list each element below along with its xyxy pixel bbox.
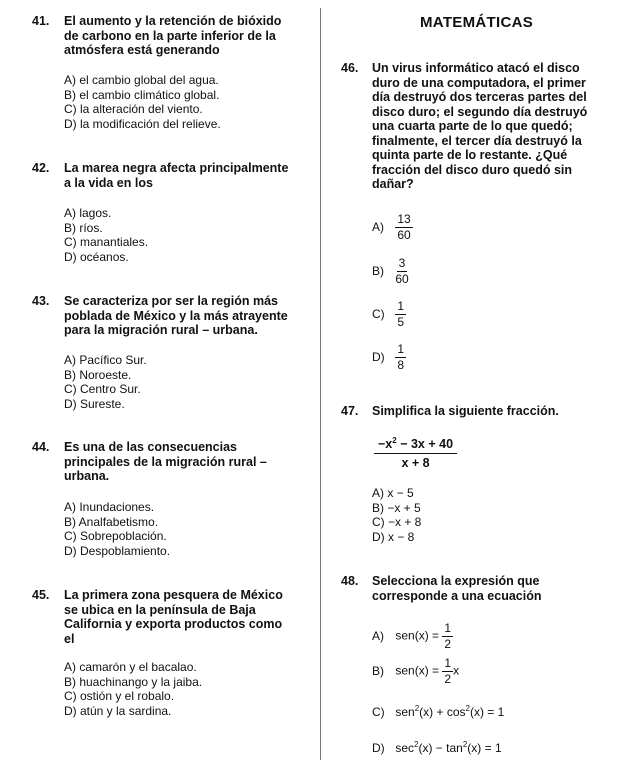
fraction-denominator: 60	[395, 272, 409, 286]
question-text-line: quinta parte de lo restante. ¿Qué	[372, 148, 568, 162]
question-number: 47.	[341, 404, 359, 418]
answer-option[interactable]	[372, 213, 413, 242]
answer-option[interactable]: A) Inundaciones.	[64, 500, 155, 514]
answer-option[interactable]: D) océanos.	[64, 249, 129, 264]
question-text-line: día destruyó dos terceras partes del	[372, 90, 587, 104]
question-42-options	[64, 206, 148, 264]
question-text-line: La primera zona pesquera de México	[64, 588, 283, 602]
question-text-line: el	[64, 631, 75, 646]
answer-option[interactable]: C) ostión y el robalo.	[64, 689, 175, 703]
exponent: 2	[414, 704, 420, 713]
fraction	[395, 257, 408, 286]
option-letter: B)	[372, 663, 384, 678]
fraction	[442, 622, 453, 651]
answer-option[interactable]: D) x − 8	[372, 529, 415, 544]
answer-option[interactable]: B) el cambio climático global.	[64, 87, 220, 102]
term: −x	[378, 437, 393, 452]
question-number: 43.	[32, 294, 50, 308]
fraction-denominator: 2	[444, 672, 452, 686]
option-letter: A)	[372, 628, 384, 643]
fraction	[395, 213, 412, 242]
option-letter: D)	[372, 741, 385, 755]
fraction	[442, 657, 453, 686]
answer-option[interactable]: A) x − 5	[372, 486, 414, 500]
question-text-line: Selecciona la expresión que	[372, 574, 540, 588]
exponent: 2	[462, 740, 468, 749]
question-text-line: corresponde a una ecuación	[372, 588, 542, 603]
term: (x) + cos	[419, 705, 466, 719]
question-text-line: una cuarta parte de lo que quedó;	[372, 119, 573, 133]
answer-option[interactable]: D) la modificación del relieve.	[64, 116, 221, 131]
column-divider	[320, 8, 321, 760]
answer-option[interactable]: D) Sureste.	[64, 396, 125, 411]
question-text-line: La marea negra afecta principalmente	[64, 161, 289, 175]
fraction-numerator: 3	[398, 256, 406, 270]
question-text-line: duro de una computadora, el primer	[372, 75, 586, 90]
question-45-options	[64, 660, 202, 718]
answer-option[interactable]: B) −x + 5	[372, 500, 421, 515]
fraction-denominator: x + 8	[401, 456, 430, 471]
answer-option[interactable]: A) Pacífico Sur.	[64, 353, 147, 367]
question-48-text	[372, 574, 542, 603]
question-43-text	[64, 294, 288, 338]
option-letter: C)	[372, 306, 385, 321]
term: sec	[395, 741, 415, 755]
term: (x) = 1	[467, 741, 502, 755]
exponent: 2	[414, 740, 419, 749]
question-42-text	[64, 161, 288, 190]
option-letter: A)	[372, 219, 384, 234]
question-46-text	[372, 61, 587, 192]
fraction-denominator: 8	[397, 358, 405, 372]
question-text-line: atmósfera está generando	[64, 43, 220, 57]
answer-option[interactable]: D) atún y la sardina.	[64, 703, 172, 718]
fraction-numerator	[374, 434, 457, 454]
answer-option[interactable]: C) −x + 8	[372, 515, 422, 529]
section-title: MATEMÁTICAS	[420, 14, 534, 31]
question-45-text	[64, 588, 283, 646]
question-text-line: a la vida en los	[64, 175, 153, 190]
answer-option[interactable]: A) el cambio global del agua.	[64, 73, 219, 87]
option-letter: B)	[372, 263, 384, 278]
question-41-options	[64, 73, 221, 131]
question-text-line: Simplifica la siguiente fracción.	[372, 404, 559, 418]
fraction	[395, 343, 406, 372]
term: (x) − tan	[418, 741, 463, 755]
answer-option[interactable]	[372, 622, 453, 651]
answer-option[interactable]: C) Sobrepoblación.	[64, 529, 167, 543]
exponent: 2	[392, 436, 397, 445]
expression-rhs: x	[453, 663, 460, 678]
question-number: 48.	[341, 574, 359, 588]
fraction-expression	[374, 434, 457, 470]
question-text-line: para la migración rural – urbana.	[64, 323, 258, 337]
question-text-line: dañar?	[372, 177, 414, 191]
question-text-line: finalmente, el tercer día destruyó la	[372, 133, 582, 148]
question-47-options	[372, 486, 421, 544]
answer-option[interactable]: C) Centro Sur.	[64, 382, 141, 396]
option-letter: D)	[372, 349, 385, 364]
fraction-denominator: 2	[444, 637, 452, 651]
question-text-line: poblada de México y la más atrayente	[64, 308, 288, 323]
question-41-text	[64, 14, 281, 58]
answer-option[interactable]	[372, 657, 459, 686]
answer-option[interactable]: A) lagos.	[64, 206, 112, 220]
answer-option[interactable]: B) Noroeste.	[64, 367, 132, 382]
fraction-denominator: 60	[397, 228, 411, 242]
question-text-line: El aumento y la retención de bióxido	[64, 14, 282, 28]
question-text-line: California y exporta productos como	[64, 617, 283, 631]
term: (x) = 1	[469, 705, 505, 719]
answer-option[interactable]: B) huachinango y la jaiba.	[64, 674, 203, 689]
fraction-numerator: 1	[444, 621, 452, 635]
fraction-denominator: 5	[397, 315, 405, 329]
expression-lhs: sen(x) =	[395, 628, 440, 643]
answer-option[interactable]	[372, 343, 406, 372]
answer-option[interactable]	[372, 257, 409, 286]
term: − 3x + 40	[396, 437, 454, 452]
fraction-numerator: 1	[397, 342, 405, 356]
expression-lhs: sen(x) =	[395, 663, 440, 678]
answer-option[interactable]: B) ríos.	[64, 220, 103, 235]
term: sen	[395, 705, 415, 719]
answer-option[interactable]: A) camarón y el bacalao.	[64, 660, 197, 674]
question-text-line: de carbono en la parte inferior de la	[64, 28, 276, 43]
question-number: 41.	[32, 14, 50, 28]
question-number: 45.	[32, 588, 50, 602]
option-letter: C)	[372, 705, 385, 719]
exponent: 2	[465, 704, 470, 713]
question-text-line: disco duro; el segundo día destruyó	[372, 104, 588, 119]
question-44-options	[64, 500, 170, 558]
question-number: 42.	[32, 161, 50, 175]
question-text-line: fracción del disco duro quedó sin	[372, 162, 573, 177]
fraction	[395, 300, 406, 329]
answer-option[interactable]	[372, 738, 502, 756]
question-text-line: Es una de las consecuencias	[64, 440, 237, 454]
question-text-line: principales de la migración rural –	[64, 454, 267, 469]
fraction	[374, 434, 457, 470]
question-text-line: Se caracteriza por ser la región más	[64, 294, 278, 308]
question-43-options	[64, 353, 147, 411]
question-number: 44.	[32, 440, 50, 454]
answer-option[interactable]: D) Despoblamiento.	[64, 543, 171, 558]
question-number: 46.	[341, 61, 359, 75]
fraction-numerator: 13	[397, 212, 411, 226]
answer-option[interactable]: B) Analfabetismo.	[64, 514, 159, 529]
answer-option[interactable]: C) manantiales.	[64, 235, 149, 249]
question-text-line: urbana.	[64, 469, 110, 483]
fraction-numerator: 1	[397, 299, 405, 313]
question-text-line: se ubica en la península de Baja	[64, 602, 256, 617]
answer-option[interactable]	[372, 702, 504, 720]
question-44-text	[64, 440, 267, 484]
answer-option[interactable]: C) la alteración del viento.	[64, 102, 203, 116]
fraction-numerator: 1	[444, 656, 452, 670]
question-text-line: Un virus informático atacó el disco	[372, 61, 580, 75]
answer-option[interactable]	[372, 300, 406, 329]
